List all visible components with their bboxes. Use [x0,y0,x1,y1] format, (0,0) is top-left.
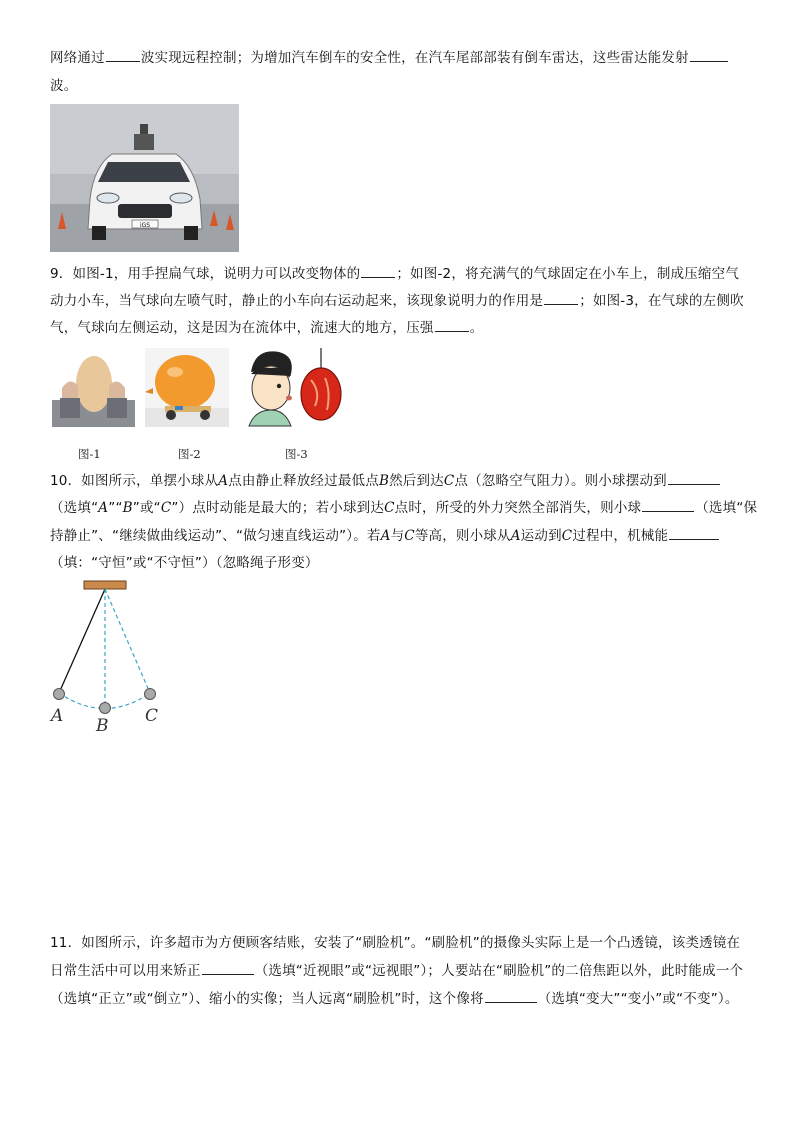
ball-b [100,703,111,714]
point-label: A [510,528,521,544]
q10-text: ”或“ [132,500,161,516]
q10-text: （填：“守恒”或“不守恒”）（忽略绳子形变） [50,555,319,571]
q9-text: ；如图-3，在气球的左侧吹 [579,293,744,309]
q10-text: 运动到 [520,528,562,544]
pendulum-diagram [44,578,174,738]
point-label: C [443,473,455,489]
answer-blank[interactable] [642,499,694,512]
answer-blank[interactable] [485,990,537,1003]
q11-text: （选填“近视眼”或“远视眼”）；人要站在“刷脸机”的二倍焦距以外，此时能成一个 [254,963,744,979]
q8-line-1 [50,49,729,67]
q9-text: 9．如图-1，用手捏扁气球，说明力可以改变物体的 [50,266,361,282]
q11-line-3 [50,990,739,1008]
label-a: A [51,706,64,726]
point-label: C [160,500,172,516]
q9-text: ；如图-2，将充满气的气球固定在小车上，制成压缩空气 [396,266,740,282]
label-b: B [96,716,109,736]
figure-2-caption: 图-2 [178,447,201,461]
figure-1-hands-squeeze-balloon [52,348,135,427]
answer-blank[interactable] [202,962,254,975]
q11-line-1 [50,934,740,952]
q11-text: （选填“正立”或“倒立”）、缩小的实像；当人远离“刷脸机”时，这个像将 [50,991,484,1007]
answer-blank[interactable] [544,292,578,305]
q9-text: 气，气球向左侧运动，这是因为在流体中，流速大的地方，压强 [50,320,434,336]
q9-text: 。 [469,320,484,336]
figure-1-caption: 图-1 [78,447,101,461]
q10-text: ”）点时动能是最大的；若小球到达 [171,500,385,516]
q10-text: 过程中，机械能 [572,528,669,544]
pivot-support [84,581,126,589]
q9-line-1 [50,265,739,283]
answer-blank[interactable] [435,319,469,332]
point-label: A [218,473,229,489]
label-c: C [145,706,159,726]
point-label: B [122,500,133,516]
pendulum-string [59,589,105,693]
q10-text: ”“ [108,500,123,516]
q10-line-4 [50,554,319,572]
q9-line-2 [50,292,744,310]
ball-c [145,689,156,700]
q10-text: 点（忽略空气阻力）。则小球摆动到 [454,473,667,489]
q10-text: 然后到达 [389,473,444,489]
q10-text: 等高，则小球从 [414,528,511,544]
point-label: C [561,528,573,544]
q10-line-1 [50,472,721,490]
ball-a [54,689,65,700]
q10-text: （选填“保 [695,500,758,516]
answer-blank[interactable] [106,49,140,62]
q9-line-3 [50,319,483,337]
q8-text: 波。 [50,78,78,94]
point-label: C [404,528,415,544]
figure-3-caption: 图-3 [285,447,308,461]
point-label: A [380,528,391,544]
figure-3-boy-blowing-balloon [245,348,350,427]
q10-text: 点时，所受的外力突然全部消失，则小球 [394,500,642,516]
point-label: C [384,500,395,516]
q8-line-2 [50,77,77,95]
point-label: A [98,500,109,516]
q11-text: （选填“变大”“变小”或“不变”）。 [537,991,739,1007]
answer-blank[interactable] [690,49,728,62]
answer-blank[interactable] [668,472,720,485]
q10-text: 持静止”、“继续做曲线运动”、“做匀速直线运动”）。若 [50,528,381,544]
q10-text: （选填“ [50,500,99,516]
plate-text: iGS [139,222,151,229]
q8-text: 网络通过 [50,50,105,66]
figure-2-balloon-car [145,348,229,427]
q10-text: 10．如图所示，单摆小球从 [50,473,219,489]
point-label: B [378,473,390,489]
q10-line-2 [50,499,757,517]
q11-text: 日常生活中可以用来矫正 [50,963,201,979]
q11-line-2 [50,962,743,980]
q9-text: 动力小车，当气球向左喷气时，静止的小车向右运动起来，该现象说明力的作用是 [50,293,544,309]
autonomous-car-photo [50,104,239,252]
q11-text: 11．如图所示，许多超市为方便顾客结账，安装了“刷脸机”。“刷脸机”的摄像头实际上是一个凸透镜，该类透镜在 [50,935,741,951]
q10-line-3 [50,527,720,545]
dashed-string-c [105,589,150,693]
q10-text: 点由静止释放经过最低点 [228,473,379,489]
answer-blank[interactable] [361,265,395,278]
q8-text: 波实现远程控制；为增加汽车倒车的安全性，在汽车尾部部装有倒车雷达，这些雷达能发射 [140,50,689,66]
answer-blank[interactable] [669,527,719,540]
q10-text: 与 [390,528,405,544]
